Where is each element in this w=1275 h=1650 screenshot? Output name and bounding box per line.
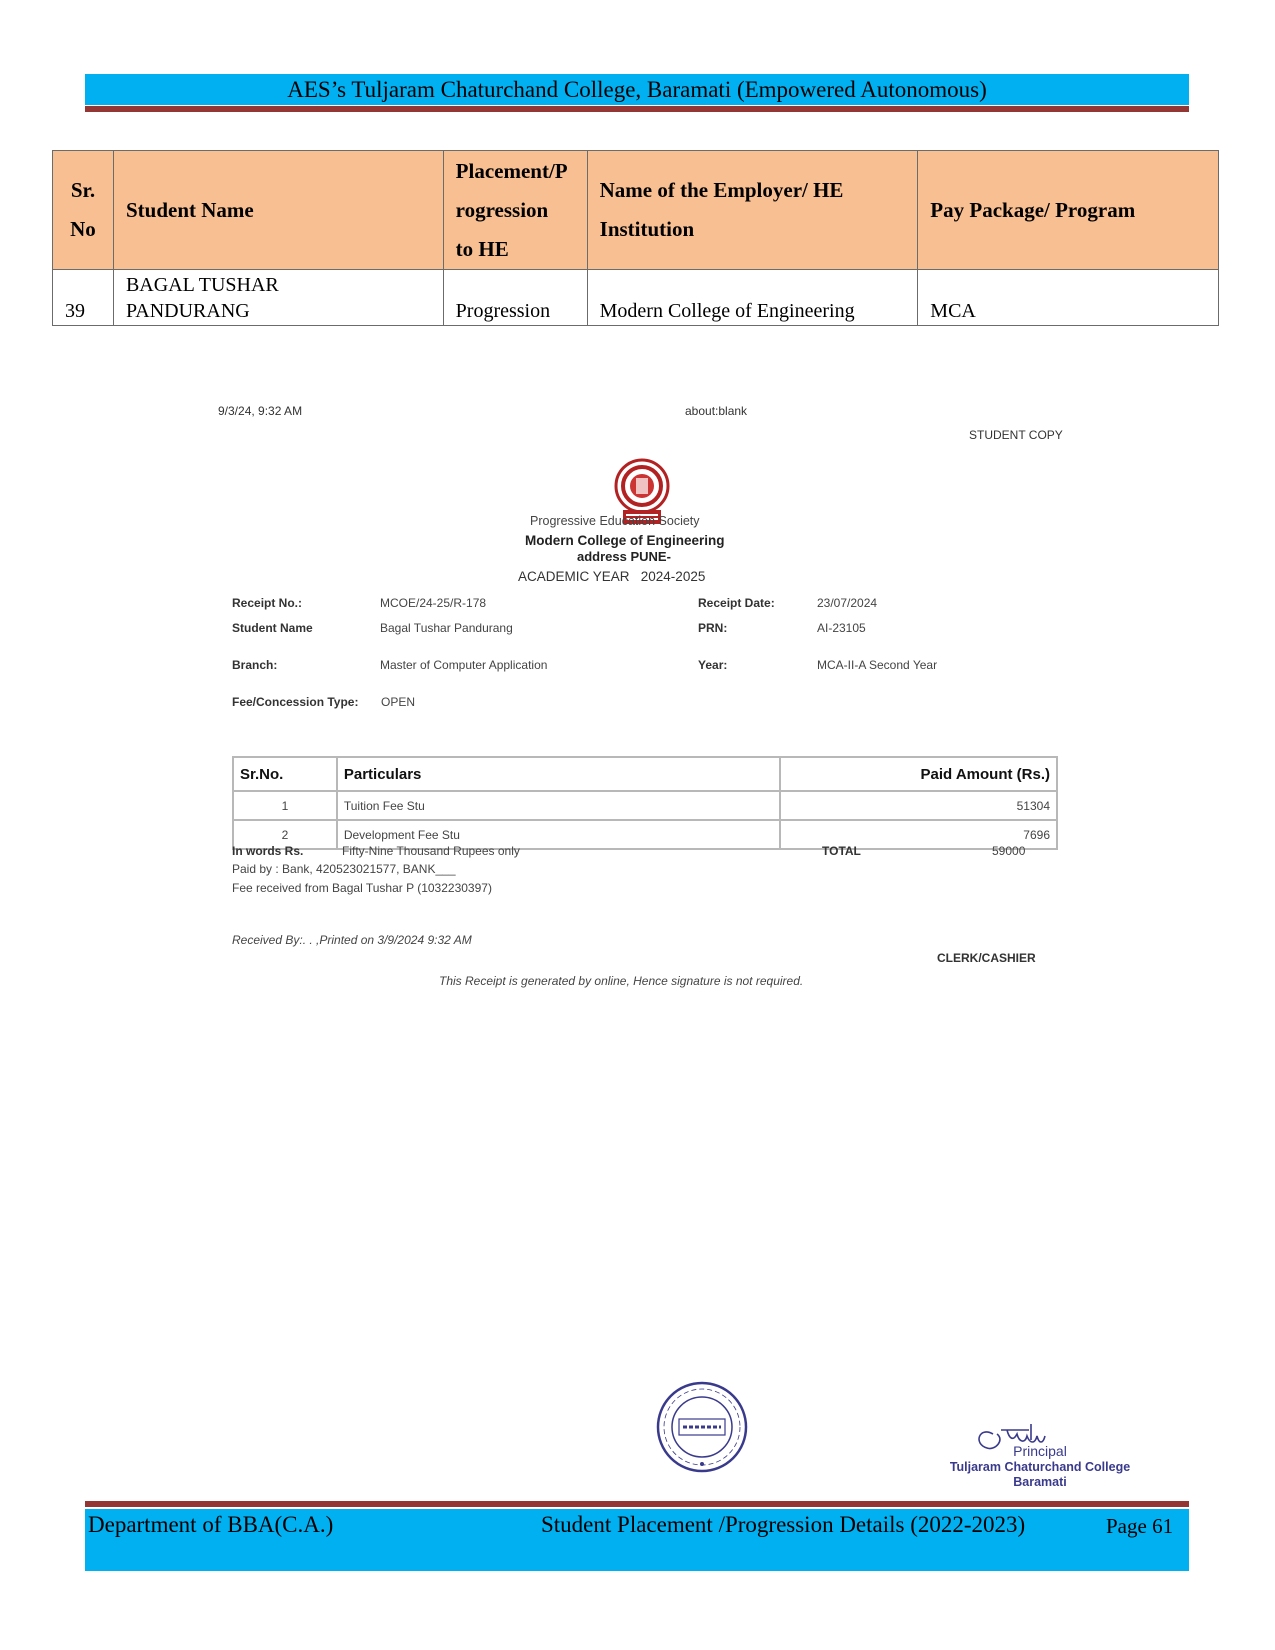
footer-rule (85, 1501, 1189, 1507)
student-name-label: Student Name (232, 621, 313, 635)
cell-sr: 39 (53, 270, 114, 326)
signatory-title: Principal (1013, 1443, 1067, 1459)
receipt-row-particular: Tuition Fee Stu (337, 791, 780, 820)
copy-label: STUDENT COPY (969, 428, 1063, 442)
in-words-label: In words Rs. (232, 844, 304, 858)
header-placement: Placement/P rogression to HE (443, 151, 587, 270)
receipt-address: address PUNE- (577, 549, 671, 564)
cell-student-name: BAGAL TUSHAR PANDURANG (113, 270, 443, 326)
prn-value: AI-23105 (817, 621, 866, 635)
receipt-row-amount: 7696 (780, 820, 1057, 849)
table-header-row (53, 151, 1219, 270)
receipt-row-particular: Development Fee Stu (337, 820, 780, 849)
header-employer: Name of the Employer/ HE Institution (587, 151, 918, 270)
year-value: MCA-II-A Second Year (817, 658, 938, 672)
table-row (233, 791, 1057, 820)
total-label: TOTAL (822, 844, 861, 858)
header-sr-no: Sr. No (53, 151, 114, 270)
student-name-value: Bagal Tushar Pandurang (380, 621, 513, 635)
total-value: 59000 (992, 844, 1026, 858)
receipt-table-header (233, 757, 1057, 791)
receipt-date-label: Receipt Date: (698, 596, 775, 610)
receipt-header-amount: Paid Amount (Rs.) (780, 757, 1057, 791)
branch-label: Branch: (232, 658, 278, 672)
footer-section: Student Placement /Progression Details (2022-2023) (541, 1512, 1026, 1537)
page-number: Page 61 (1106, 1514, 1174, 1538)
receipt-fee-table (232, 756, 1058, 850)
receipt-header-particulars: Particulars (337, 757, 780, 791)
receipt-college-name: Modern College of Engineering (525, 533, 725, 548)
print-datetime: 9/3/24, 9:32 AM (218, 404, 303, 418)
table-row (53, 270, 1219, 326)
clerk-cashier: CLERK/CASHIER (937, 951, 1036, 965)
signatory-place: Baramati (1013, 1475, 1067, 1489)
fee-type-value: OPEN (381, 695, 416, 709)
branch-value: Master of Computer Application (380, 658, 548, 672)
receipt-no-value: MCOE/24-25/R-178 (380, 596, 487, 610)
receipt-header-sr: Sr.No. (233, 757, 337, 791)
footer-department: Department of BBA(C.A.) (88, 1512, 334, 1537)
placement-table (52, 150, 1219, 326)
header-pay-package: Pay Package/ Program (918, 151, 1219, 270)
college-seal-icon (655, 1380, 749, 1474)
prn-label: PRN: (698, 621, 728, 635)
academic-year: ACADEMIC YEAR 2024-2025 (518, 569, 706, 584)
print-url: about:blank (685, 404, 748, 418)
fee-type-label: Fee/Concession Type: (232, 695, 359, 709)
cell-type: Progression (443, 270, 587, 326)
receipt-row-sr: 2 (233, 820, 337, 849)
header-rule (85, 106, 1189, 112)
cell-employer: Modern College of Engineering (587, 270, 918, 326)
receipt-date-value: 23/07/2024 (817, 596, 878, 610)
paid-by: Paid by : Bank, 420523021577, BANK___ (232, 862, 456, 876)
cell-package: MCA (918, 270, 1219, 326)
page-header-title: AES’s Tuljaram Chaturchand College, Baramati (Empowered Autonomous) (287, 77, 987, 102)
fee-received-from: Fee received from Bagal Tushar P (1032230397) (232, 881, 492, 895)
year-label: Year: (698, 658, 728, 672)
signatory-college: Tuljaram Chaturchand College (949, 1460, 1131, 1474)
received-by: Received By:. . ,Printed on 3/9/2024 9:32 AM (232, 933, 472, 947)
receipt-row-amount: 51304 (780, 791, 1057, 820)
header-student-name: Student Name (113, 151, 443, 270)
receipt-no-label: Receipt No.: (232, 596, 303, 610)
fee-receipt (200, 404, 1080, 1030)
receipt-row-sr: 1 (233, 791, 337, 820)
society-name: Progressive Education Society (530, 514, 700, 528)
receipt-footer-note: This Receipt is generated by online, Hence signature is not required. (439, 974, 804, 988)
in-words-value: Fifty-Nine Thousand Rupees only (342, 844, 520, 858)
